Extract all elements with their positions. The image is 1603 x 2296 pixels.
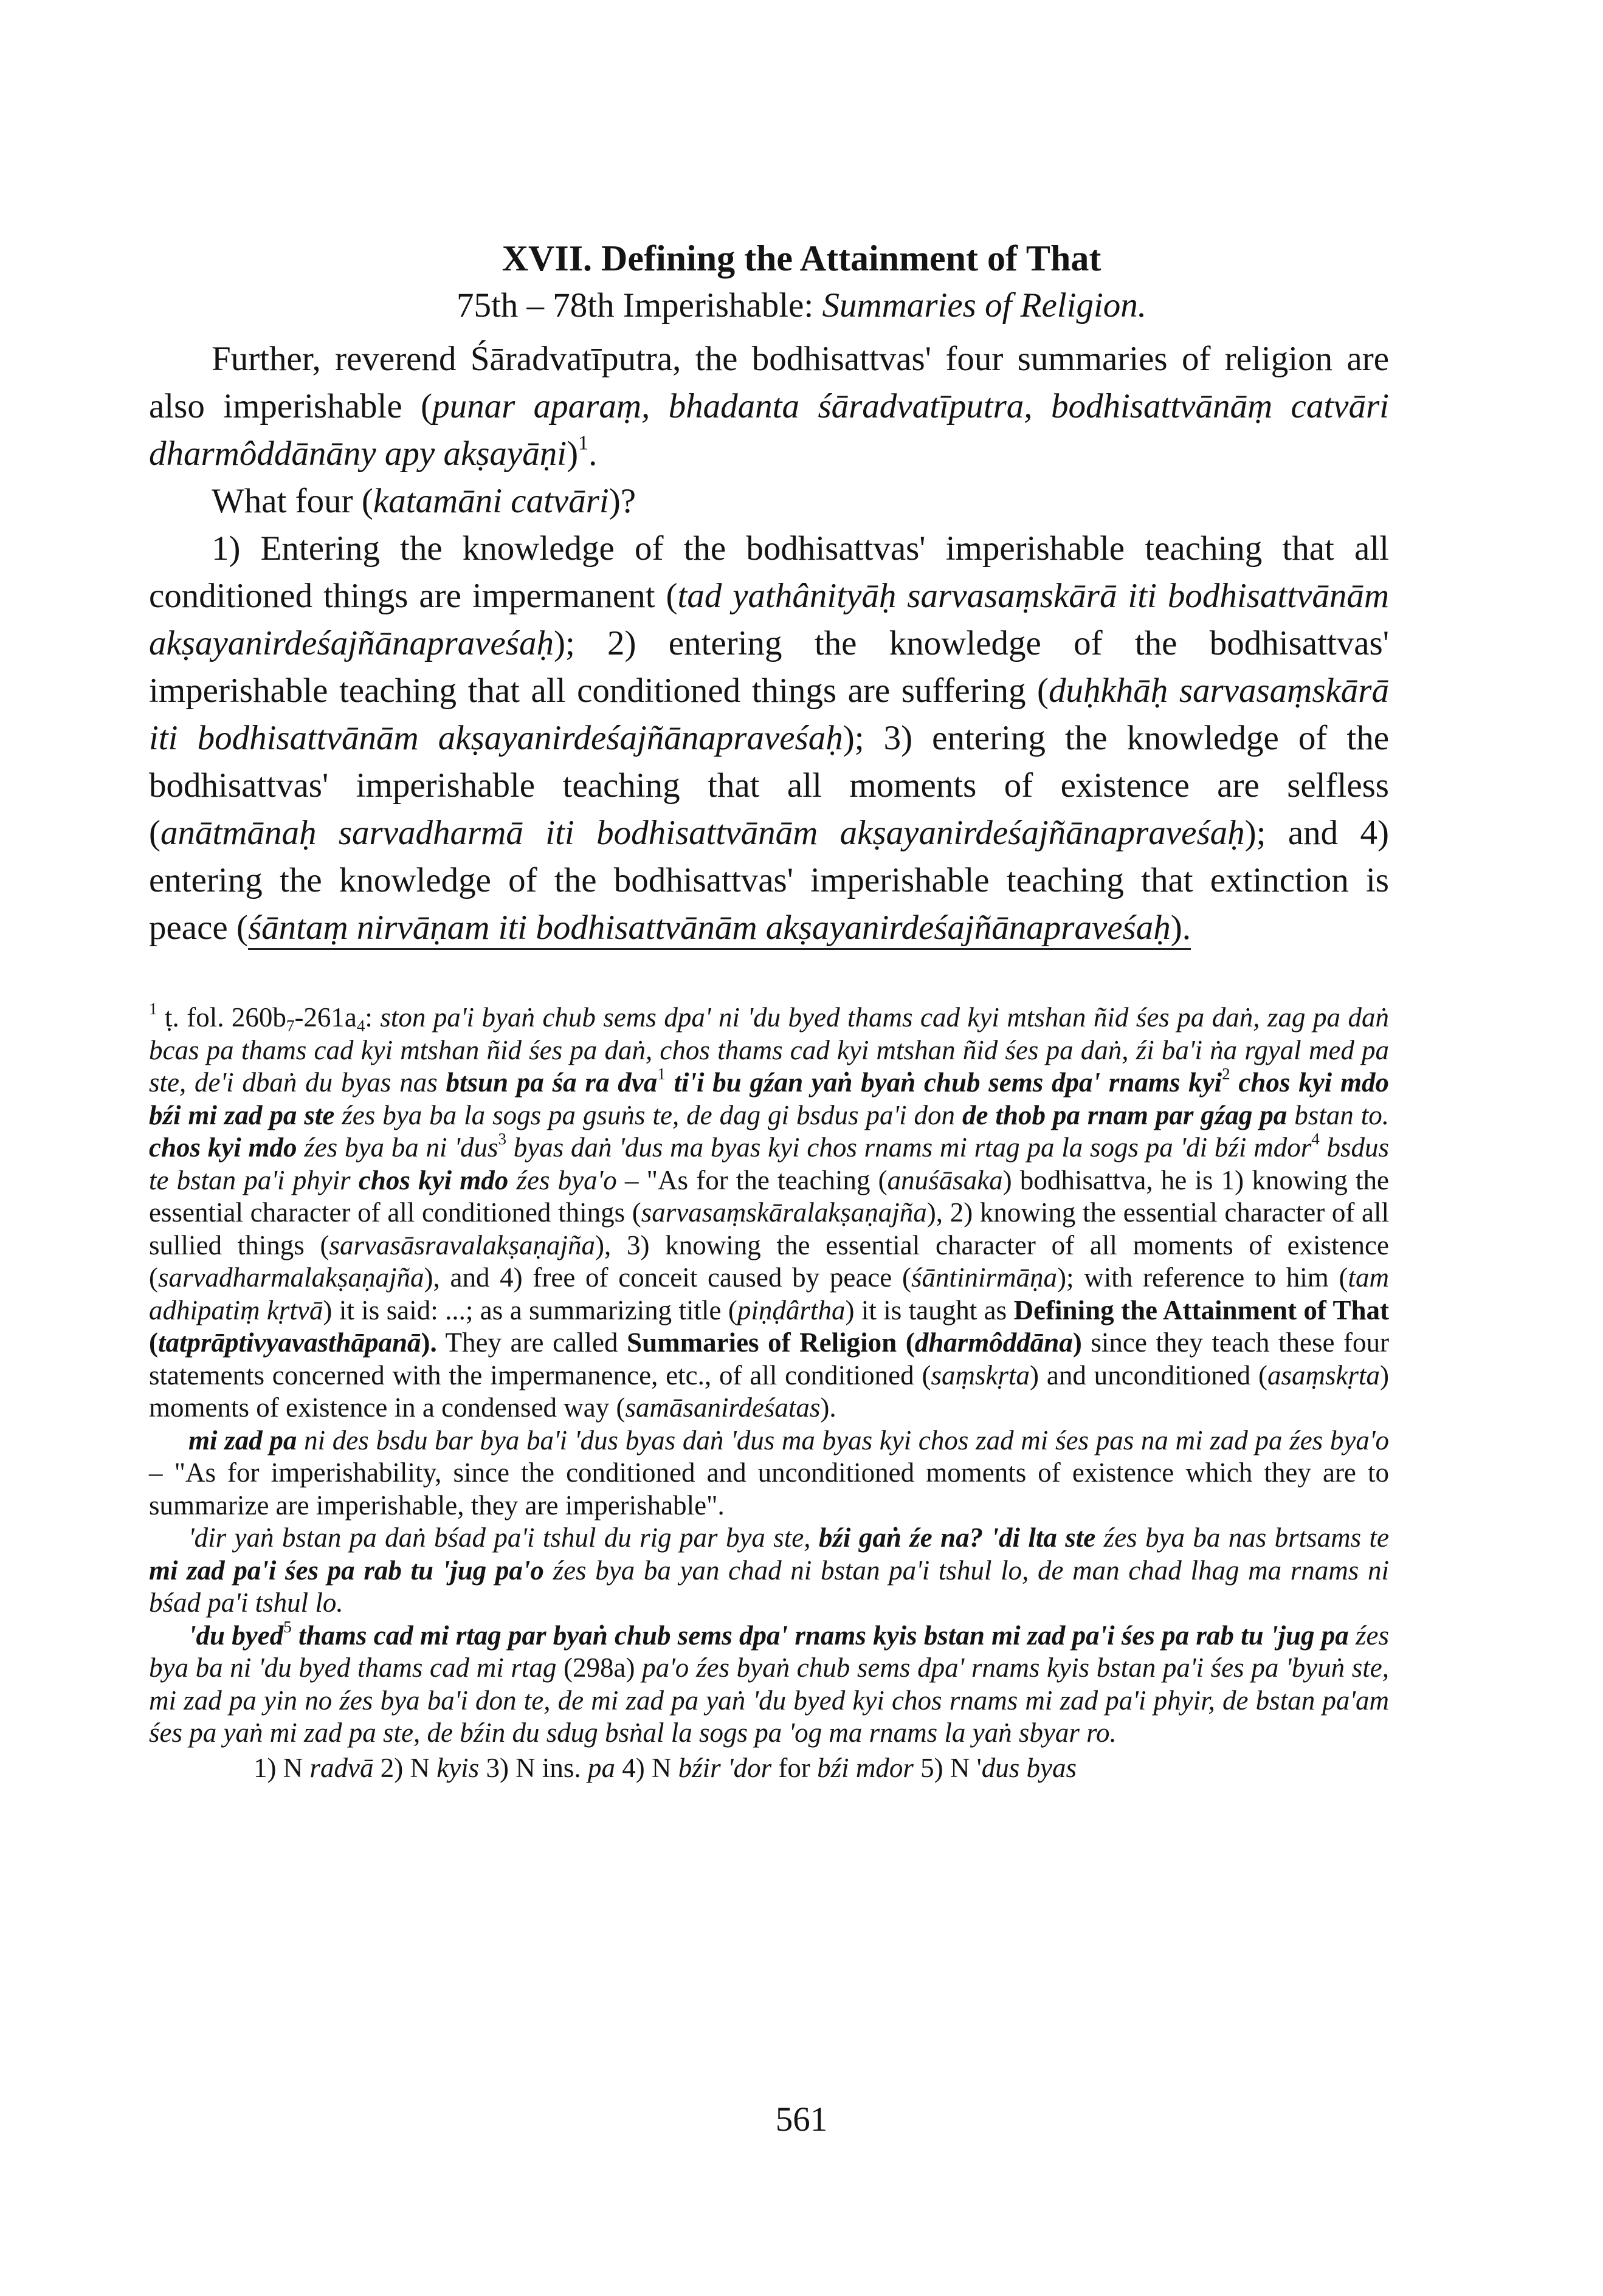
subtitle-italic: Summaries of Religion. [822, 286, 1147, 325]
sanskrit: sarvadharmalakṣaṇajña [158, 1262, 424, 1293]
text: ); and 4) entering the knowledge of the bodhisattvas' imperishable teaching that extinction is peace ( [149, 814, 1389, 947]
tibetan: bsdus te bstan pa'i phyir [149, 1132, 1390, 1195]
footnote-para-3 [149, 1522, 1389, 1620]
bold-text: ). [421, 1327, 437, 1358]
paragraph-2 [149, 478, 1389, 525]
tibetan-bold: chos kyi mdo [358, 1164, 509, 1195]
ref-sub: 4 [356, 1017, 365, 1036]
tibetan-bold: btsun pa śa ra dva [446, 1067, 658, 1098]
text: ); with reference to him ( [1057, 1262, 1348, 1293]
variant-ref: 1 [657, 1064, 666, 1083]
folio-ref: (298a) [564, 1652, 635, 1683]
text: ). [1170, 909, 1191, 947]
text: since they teach these four statements concerned with the impermanence, etc., of all conditioned ( [149, 1327, 1389, 1390]
tibetan-bold: de thob pa rnam par gźag pa [962, 1099, 1288, 1130]
sanskrit: śāntaṃ nirvāṇam iti bodhisattvānām akṣayanirdeśajñānapraveśaḥ [247, 909, 1171, 947]
tibetan: źes bya'o [508, 1164, 617, 1195]
text: ), and 4) free of conceit caused by peace ( [424, 1262, 911, 1293]
variant-readings [149, 1752, 1389, 1785]
bold-text: Defining the Attainment of That ( [149, 1294, 1390, 1358]
text: . [588, 435, 598, 473]
footnote-mark: 1 [149, 999, 157, 1018]
ref: -261a [294, 1002, 357, 1033]
variant-ref: 4 [1311, 1129, 1320, 1148]
footnote-ref: 1 [578, 431, 589, 455]
tibetan: źes bya ba la sogs pa gsuṅs te, de dag gi bsdus pa'i don [334, 1099, 963, 1130]
variant: pa [587, 1752, 615, 1783]
text: ) and unconditioned ( [1030, 1359, 1267, 1390]
variant-ref: 2 [1222, 1064, 1230, 1083]
tibetan-bold: chos kyi mdo bźi mi zad pa ste [149, 1067, 1389, 1130]
text: 2) N [373, 1752, 437, 1783]
text: 1) Entering the knowledge of the bodhisattvas' imperishable teaching that all conditioned things are impermanent ( [149, 529, 1389, 615]
variant-ref: 3 [498, 1129, 506, 1148]
sanskrit: punar aparaṃ, bhadanta śāradvatīputra, bodhisattvānāṃ catvāri dharmôddānāny apy akṣayāṇi [149, 387, 1389, 473]
paragraph-3 [149, 525, 1389, 952]
text: ), 2) knowing the essential character of all sullied things ( [149, 1197, 1390, 1260]
text: ); 2) entering the knowledge of the bodhisattvas' imperishable teaching that all conditioned things are suffering ( [149, 624, 1389, 710]
text: 4) N [615, 1752, 678, 1783]
variant-ref: 5 [283, 1617, 292, 1636]
tibetan: pa'o źes byaṅ chub sems dpa' rnams kyis bstan pa'i śes pa 'byuṅ ste, mi zad pa yin no źes bya ba'i don te, de mi zad pa yaṅ 'du byed kyi chos rnams mi zad pa'i phyir, de bstan pa'am śes pa yaṅ mi zad pa ste, de bźin du sdug bsṅal la sogs pa 'og ma rnams la yaṅ sbyar ro. [149, 1652, 1389, 1748]
sanskrit: piṇḍârtha [737, 1294, 846, 1325]
tibetan: ston pa'i byaṅ chub sems dpa' ni 'du byed thams cad kyi mtshan ñid śes pa daṅ, zag pa daṅ bcas pa thams cad kyi mtshan ñid śes pa daṅ, chos thams cad kyi mtshan ñid śes pa daṅ, źi ba'i ṅa rgyal med pa ste, de'i dbaṅ du byas nas [149, 1002, 1389, 1098]
text: What four ( [212, 482, 373, 520]
underlined-sanskrit [248, 909, 1191, 950]
paragraph-1 [149, 335, 1389, 478]
text: – "As for the teaching ( [616, 1164, 888, 1195]
tibetan-bold: ti'i bu gźan yaṅ byaṅ chub sems dpa' rnams kyi [665, 1067, 1222, 1098]
sanskrit: duḥkhāḥ sarvasaṃskārā iti bodhisattvānām akṣayanirdeśajñānapraveśaḥ [149, 672, 1389, 757]
tibetan-bold: 'du byed [188, 1620, 284, 1651]
tibetan-bold: mi zad pa'i śes pa rab tu 'jug pa'o [149, 1555, 544, 1586]
sanskrit: katamāni catvāri [373, 482, 609, 520]
footnotes [149, 999, 1390, 1784]
text: ) moments of existence in a condensed way ( [149, 1359, 1389, 1423]
text: for [771, 1752, 818, 1783]
ref-sub: 7 [286, 1017, 295, 1036]
variant: kyis [436, 1752, 480, 1783]
tibetan-bold: bźi gaṅ źe na? 'di lta ste [818, 1522, 1096, 1553]
footnote-1 [149, 999, 1390, 1425]
bold-text: Summaries of Religion ( [627, 1327, 915, 1358]
variant: bźir 'dor [678, 1752, 772, 1783]
tibetan: 'dir yaṅ bstan pa daṅ bśad pa'i tshul du rig par bya ste, [188, 1522, 819, 1553]
tibetan-bold: thams cad mi rtag par byaṅ chub sems dpa' rnams kyis bstan mi zad pa'i śes pa rab tu 'jug pa [291, 1620, 1349, 1651]
sanskrit: tam adhipatiṃ kṛtvā [149, 1262, 1389, 1325]
text: )? [608, 482, 636, 520]
section-title: XVII. Defining the Attainment of That [502, 238, 1101, 278]
variant: bźi mdor [817, 1752, 914, 1783]
sanskrit-bold: tatprāptivyavasthāpanā [158, 1327, 421, 1358]
sanskrit: śāntinirmāṇa [911, 1262, 1057, 1293]
sanskrit: anuśāsaka [887, 1164, 1003, 1195]
section-subtitle [0, 287, 1603, 325]
ref: : [365, 1002, 381, 1033]
subtitle-prefix: 75th – 78th Imperishable: [456, 286, 822, 325]
sanskrit-bold: dharmôddāna [914, 1327, 1073, 1358]
variant: radvā [309, 1752, 374, 1783]
text: ). [820, 1392, 836, 1423]
footnote-para-4 [149, 1617, 1389, 1750]
tibetan: byas daṅ 'dus ma byas kyi chos rnams mi rtag pa la sogs pa 'di bźi mdor [506, 1132, 1312, 1163]
tibetan: ni des bsdu bar bya ba'i 'dus byas daṅ 'dus ma byas kyi chos zad mi śes pas na mi zad pa źes bya'o [297, 1425, 1389, 1456]
tibetan: źes bya ba nas brtsams te [1095, 1522, 1389, 1553]
sanskrit: sarvasāsravalakṣaṇajña [329, 1229, 596, 1260]
text: Further, reverend Śāradvatīputra, the bodhisattvas' four summaries of religion are also imperishable ( [149, 340, 1389, 425]
sanskrit: anātmānaḥ sarvadharmā iti bodhisattvānām akṣayanirdeśajñānapraveśaḥ [160, 814, 1245, 852]
tibetan-bold: mi zad pa [188, 1425, 297, 1456]
tibetan: źes bya ba ni 'du byed thams cad mi rtag [149, 1620, 1389, 1683]
sanskrit: asaṃskṛta [1267, 1359, 1380, 1390]
tibetan: bstan to. [1287, 1099, 1389, 1130]
text: 3) N ins. [479, 1752, 588, 1783]
sanskrit: sarvasaṃskāralakṣaṇajña [641, 1197, 927, 1228]
ref: ṭ. fol. 260b [164, 1002, 286, 1033]
footnote-para-2 [149, 1425, 1389, 1522]
text: 5) N ' [913, 1752, 982, 1783]
text: ) bodhisattva, he is 1) knowing the essential character of all conditioned things ( [149, 1164, 1389, 1228]
page-number: 561 [775, 2100, 828, 2139]
main-text [149, 335, 1389, 952]
tibetan: źes bya ba yan chad ni bstan pa'i tshul lo, de man chad lhag ma rnams ni bśad pa'i tshul lo. [149, 1555, 1389, 1618]
variant: dus byas [981, 1752, 1077, 1783]
sanskrit: tad yathânityāḥ sarvasaṃskārā iti bodhisattvānām akṣayanirdeśajñānapraveśaḥ [149, 577, 1389, 662]
text: ) it is said: ...; as a summarizing title ( [323, 1294, 737, 1325]
sanskrit: samāsanirdeśatas [625, 1392, 821, 1423]
text: – "As for imperishability, since the conditioned and unconditioned moments of existence which they are to summarize are imperishable, they are imperishable". [149, 1457, 1389, 1521]
tibetan-bold: chos kyi mdo [149, 1132, 297, 1163]
text: ); 3) entering the knowledge of the bodhisattvas' imperishable teaching that all moments of existence are selfless ( [149, 719, 1389, 852]
bold-text: ) [1072, 1327, 1082, 1358]
text: 1) N [253, 1752, 310, 1783]
tibetan: źes bya ba ni 'dus [297, 1132, 498, 1163]
text: They are called [436, 1327, 627, 1358]
text: ) it is taught as [845, 1294, 1014, 1325]
text: ), 3) knowing the essential character of all moments of existence ( [149, 1229, 1389, 1293]
text: ) [567, 435, 579, 473]
sanskrit: saṃskṛta [931, 1359, 1030, 1390]
